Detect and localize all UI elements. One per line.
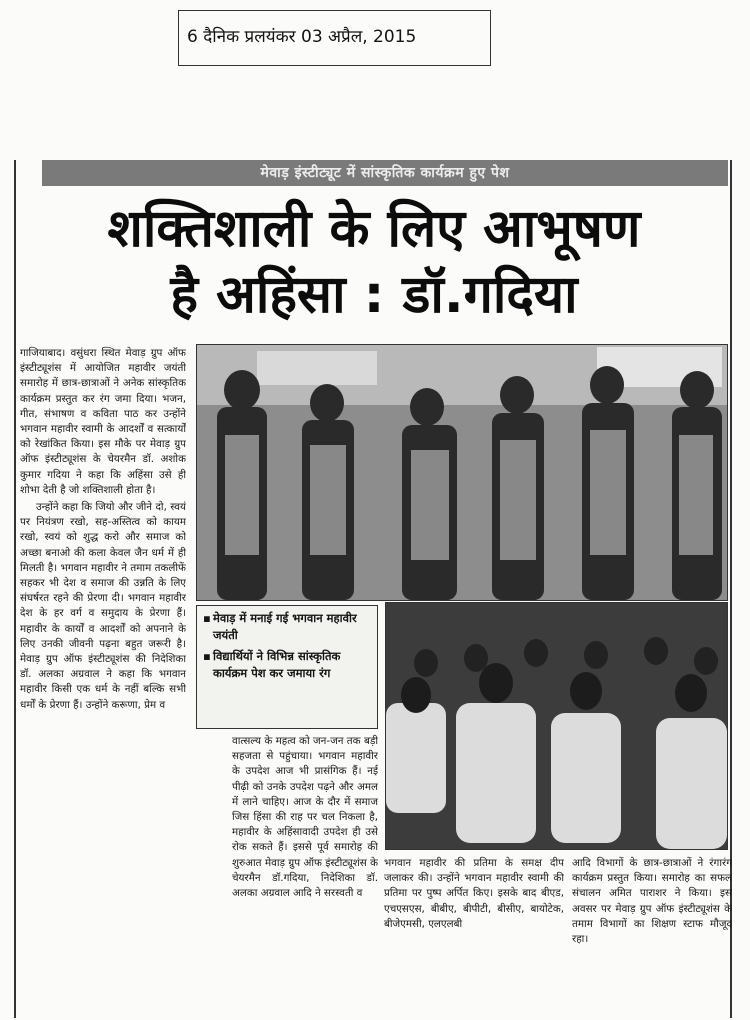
article-column-2 bbox=[232, 734, 378, 1014]
headline bbox=[14, 196, 734, 328]
headline-line-2: है अहिंसा : डॉ.गदिया bbox=[170, 265, 578, 325]
headline-line-1: शक्तिशाली के लिए आभूषण bbox=[107, 199, 641, 259]
article-column-4 bbox=[572, 856, 732, 1016]
paragraph: वात्सल्य के महत्व को जन-जन तक बड़ी सहजता से पहुंचाया। भगवान महावीर के उपदेश आज भी प्रासंगिक हैं। नई पीढ़ी को उनके उपदेश पढ़ने और अमल में लाने चाहिए। आज के दौर में समाज जिस हिंसा की राह पर चल निकला है, महावीर के अहिंसावादी उपदेश ही उसे रोक सकते हैं। इससे पूर्व समारोह की शुरुआत मेवाड़ ग्रुप ऑफ इंस्टीट्यूशंस के चेयरमैन डॉ.गदिया, निदेशिका डॉ. अलका अग्रवाल आदि ने सरस्वती व bbox=[232, 735, 378, 900]
paragraph: गाजियाबाद। वसुंधरा स्थित मेवाड़ ग्रुप ऑफ इंस्टीट्यूशंस में आयोजित महावीर जयंती समारोह में छात्र-छात्राओं ने अनेक सांस्कृतिक कार्यक्रम प्रस्तुत कर रंग जमा दिया। भजन, गीत, संभाषण व कविता पाठ कर उन्होंने भगवान महावीर स्वामी के आदर्शों व सत्कार्यों को रेखांकित किया। इस मौके पर मेवाड़ ग्रुप ऑफ इंस्टीट्यूशंस के चेयरमैन डॉ. अशोक कुमार गदिया ने कहा कि अहिंसा उसे ही शोभा देती है जो शक्तिशाली होता है। bbox=[20, 347, 186, 496]
highlight-item: ▪ मेवाड़ में मनाई गई भगवान महावीर जयंती bbox=[203, 611, 357, 642]
paragraph: आदि विभागों के छात्र-छात्राओं ने रंगारंग कार्यक्रम प्रस्तुत किया। समारोह का सफल संचालन अमित पाराशर ने किया। इस अवसर पर मेवाड़ ग्रुप ऑफ इंस्टीट्यूशंस के तमाम विभागों का शिक्षण स्टाफ मौजूद रहा। bbox=[572, 857, 732, 946]
masthead: 6 दैनिक प्रलयंकर 03 अप्रैल, 2015 bbox=[178, 10, 491, 66]
bullet-icon: ▪ bbox=[203, 611, 211, 625]
bullet-icon: ▪ bbox=[203, 649, 211, 663]
photo-audience-image bbox=[386, 603, 727, 849]
photo-audience bbox=[385, 602, 728, 850]
paragraph: उन्होंने कहा कि जियो और जीने दो, स्वयं पर नियंत्रण रखो, सह-अस्तित्व को कायम रखो, स्वयं को शुद्ध करो और समाज को अच्छा बनाओ की कला केवल जैन धर्म में ही मिलती है। भगवान महावीर ने तमाम तकलीफें सहकर भी देश व समाज की उन्नति के लिए संघर्षरत रहने की प्रेरणा दी। भगवान महावीर देश के हर वर्ग व समुदाय के प्रेरणा हैं। महावीर के कार्यों व आदर्शों को अपनाने के लिए उनकी जीवनी पढ़ना बहुत जरूरी है। मेवाड़ ग्रुप ऑफ इंस्टीट्यूशंस की निदेशिका डॉ. अलका अग्रवाल ने कहा कि भगवान महावीर किसी एक धर्म के नहीं बल्कि सभी धर्मों के प्रेरणा हैं। उन्होंने करूणा, प्रेम व bbox=[20, 501, 186, 711]
highlight-item: ▪ विद्यार्थियों ने विभिन्न सांस्कृतिक कार्यक्रम पेश कर जमाया रंग bbox=[203, 649, 341, 680]
photo-students-singing bbox=[196, 344, 728, 601]
highlights-box bbox=[196, 605, 378, 729]
article-column-3 bbox=[384, 856, 564, 1016]
kicker-strap: मेवाड़ इंस्टीट्यूट में सांस्कृतिक कार्यक्रम हुए पेश bbox=[42, 160, 728, 186]
photo-students-singing-image bbox=[197, 345, 727, 600]
paragraph: भगवान महावीर की प्रतिमा के समक्ष दीप जलाकर की। उन्होंने भगवान महावीर स्वामी की प्रतिमा पर पुष्प अर्पित किए। इसके बाद बीएड, एचएसएस, बीबीए, बीपीटी, बीसीए, बायोटेक, बीजेएमसी, एलएलबी bbox=[384, 857, 564, 930]
article-column-1 bbox=[20, 346, 186, 1016]
